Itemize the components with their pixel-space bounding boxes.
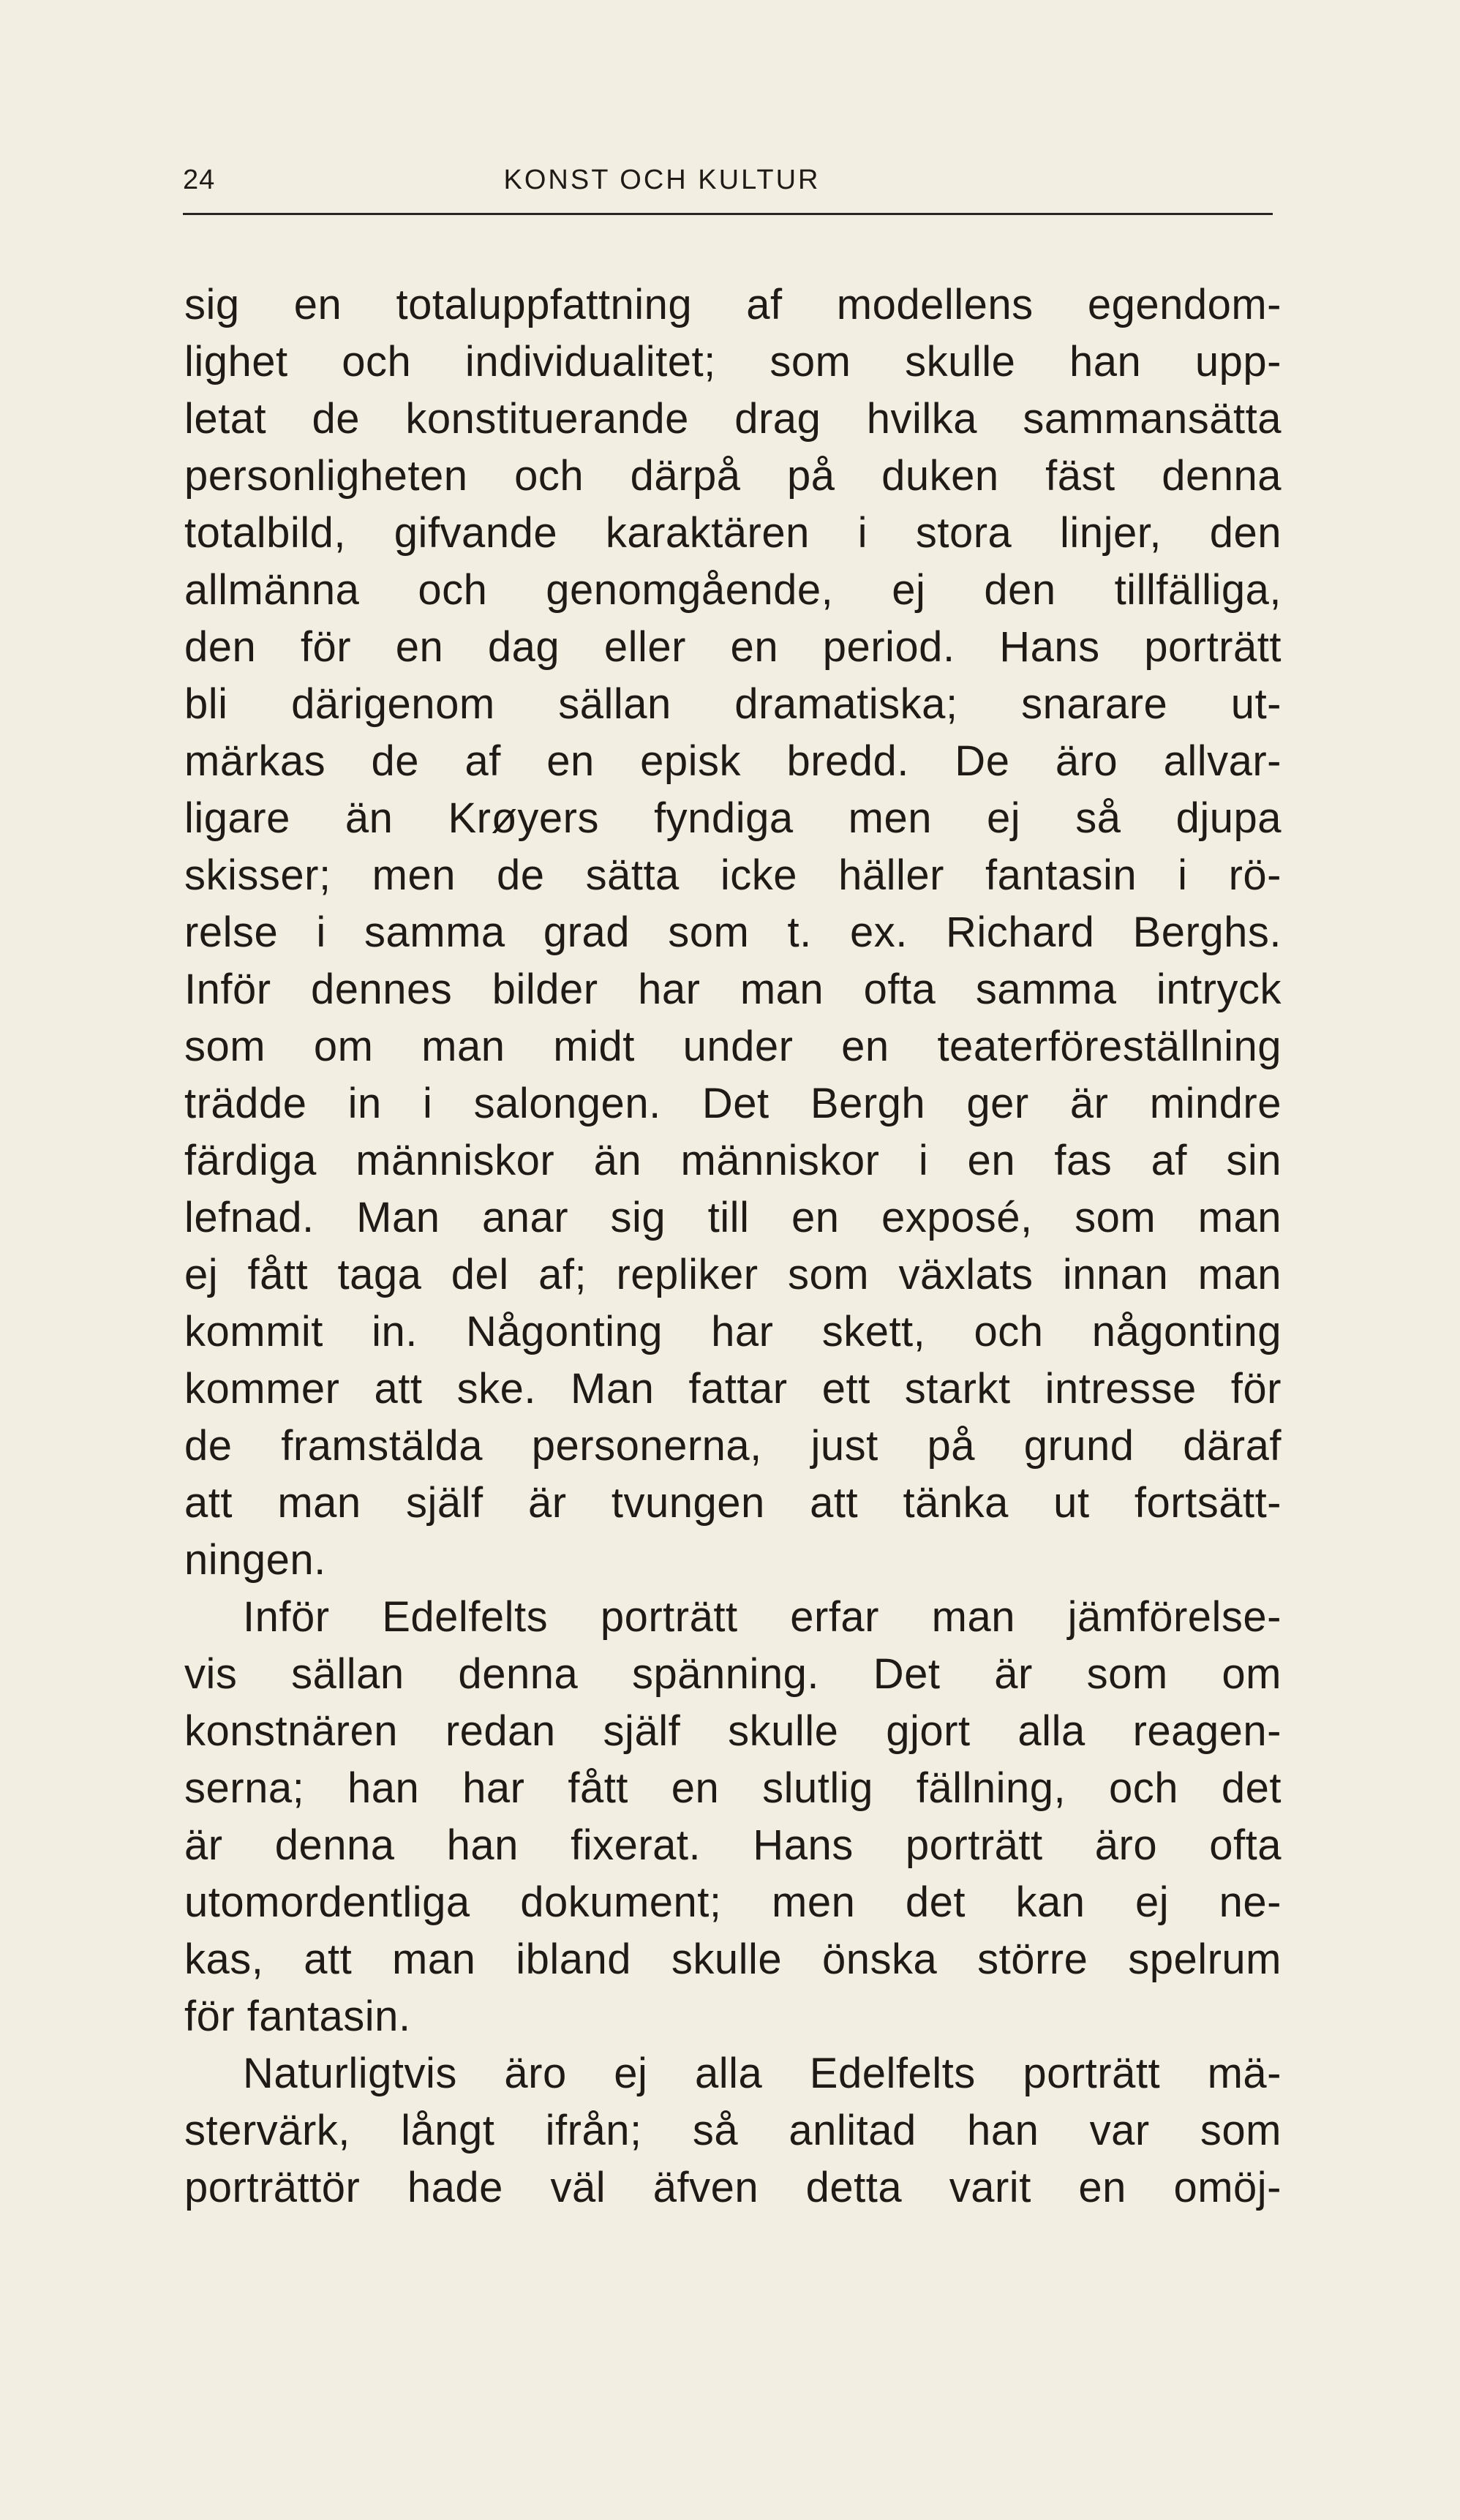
text-line: bli därigenom sällan dramatiska; snarare ut-	[184, 680, 1282, 728]
text-line: kommer att ske. Man fattar ett starkt intresse för	[184, 1365, 1282, 1413]
text-line: personligheten och därpå på duken fäst denna	[184, 452, 1282, 500]
text-line: porträttör hade väl äfven detta varit en omöj-	[184, 2164, 1282, 2211]
paragraph	[184, 277, 1282, 1589]
text-line: att man själf är tvungen att tänka ut fortsätt-	[184, 1479, 1282, 1527]
text-line: skisser; men de sätta icke häller fantasin i rö-	[184, 851, 1282, 899]
text-line: allmänna och genomgående, ej den tillfälliga,	[184, 566, 1282, 614]
paragraph	[184, 1589, 1282, 2045]
text-line: färdiga människor än människor i en fas af sin	[184, 1137, 1282, 1184]
page-header	[183, 159, 1273, 211]
text-line: letat de konstituerande drag hvilka sammansätta	[184, 395, 1282, 443]
text-line: stervärk, långt ifrån; så anlitad han var som	[184, 2107, 1282, 2154]
text-line: ligare än Krøyers fyndiga men ej så djupa	[184, 794, 1282, 842]
text-line: ej fått taga del af; repliker som växlats innan man	[184, 1251, 1282, 1298]
running-title: KONST OCH KULTUR	[503, 165, 821, 195]
text-line: kas, att man ibland skulle önska större spelrum	[184, 1936, 1282, 1983]
text-line: Naturligtvis äro ej alla Edelfelts porträtt mä-	[243, 2050, 1282, 2097]
body-text	[184, 277, 1282, 2216]
text-line: de framstälda personerna, just på grund däraf	[184, 1422, 1282, 1470]
text-line: ningen.	[184, 1536, 326, 1584]
page-number: 24	[183, 165, 216, 195]
text-line: lighet och individualitet; som skulle han upp-	[184, 338, 1282, 385]
text-line: kommit in. Någonting har skett, och någonting	[184, 1308, 1282, 1355]
header-rule	[183, 213, 1273, 215]
text-line: Inför dennes bilder har man ofta samma intryck	[184, 966, 1282, 1013]
text-line: vis sällan denna spänning. Det är som om	[184, 1650, 1282, 1698]
text-line: som om man midt under en teaterföreställning	[184, 1023, 1282, 1070]
text-line: relse i samma grad som t. ex. Richard Berghs.	[184, 909, 1282, 956]
text-line: sig en totaluppfattning af modellens egendom-	[184, 281, 1282, 328]
text-line: totalbild, gifvande karaktären i stora linjer, den	[184, 509, 1282, 557]
text-line: för fantasin.	[184, 1993, 411, 2040]
text-line: Inför Edelfelts porträtt erfar man jämförelse-	[243, 1593, 1282, 1641]
text-line: är denna han fixerat. Hans porträtt äro ofta	[184, 1821, 1282, 1869]
text-line: den för en dag eller en period. Hans porträtt	[184, 623, 1282, 671]
text-line: utomordentliga dokument; men det kan ej ne-	[184, 1878, 1282, 1926]
text-line: serna; han har fått en slutlig fällning, och det	[184, 1764, 1282, 1812]
text-line: märkas de af en episk bredd. De äro allvar-	[184, 737, 1282, 785]
text-line: lefnad. Man anar sig till en exposé, som man	[184, 1194, 1282, 1241]
text-line: trädde in i salongen. Det Bergh ger är mindre	[184, 1080, 1282, 1127]
paragraph	[184, 2045, 1282, 2216]
text-line: konstnären redan själf skulle gjort alla reagen-	[184, 1707, 1282, 1755]
